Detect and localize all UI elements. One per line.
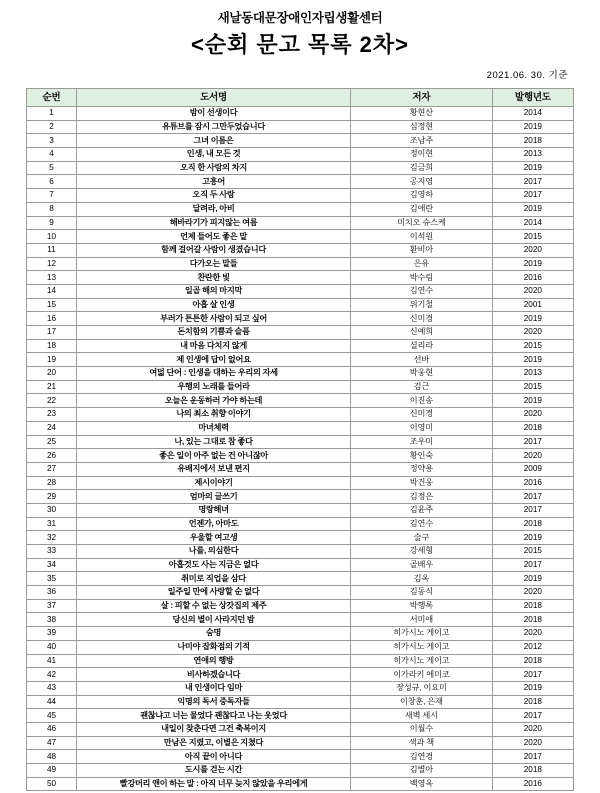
row-number: 24 xyxy=(27,421,77,435)
book-title: 아홉것도 사는 지금은 없다 xyxy=(76,558,350,572)
publication-year: 2020 xyxy=(492,326,573,340)
row-number: 13 xyxy=(27,271,77,285)
book-author: 김금희 xyxy=(351,161,493,175)
book-title: 내 마음 다치지 않게 xyxy=(76,339,350,353)
publication-year: 2019 xyxy=(492,161,573,175)
row-number: 9 xyxy=(27,216,77,230)
publication-year: 2020 xyxy=(492,284,573,298)
row-number: 16 xyxy=(27,312,77,326)
publication-year: 2013 xyxy=(492,148,573,162)
book-title: 인생, 내 모든 것 xyxy=(76,148,350,162)
publication-year: 2015 xyxy=(492,339,573,353)
book-author: 강세형 xyxy=(351,545,493,559)
book-author: 김옥 xyxy=(351,572,493,586)
table-row xyxy=(27,326,574,340)
table-row xyxy=(27,134,574,148)
table-row xyxy=(27,367,574,381)
table-row xyxy=(27,668,574,682)
book-title: 일곱 해의 마지막 xyxy=(76,284,350,298)
publication-year: 2019 xyxy=(492,531,573,545)
book-title: 빨강머리 앤이 하는 말 : 아직 너무 늦지 않았을 우리에게 xyxy=(76,777,350,791)
book-title: 마녀체력 xyxy=(76,421,350,435)
row-number: 28 xyxy=(27,476,77,490)
book-author: 박행록 xyxy=(351,599,493,613)
table-row xyxy=(27,558,574,572)
row-number: 14 xyxy=(27,284,77,298)
book-title: 도시를 걷는 시간 xyxy=(76,764,350,778)
row-number: 3 xyxy=(27,134,77,148)
row-number: 48 xyxy=(27,750,77,764)
publication-year: 2020 xyxy=(492,243,573,257)
book-title: 부러가 튼튼한 사람이 되고 싶어 xyxy=(76,312,350,326)
table-row xyxy=(27,462,574,476)
table-row xyxy=(27,490,574,504)
organization-name: 새날동대문장애인자립생활센터 xyxy=(217,11,383,25)
publication-year: 2019 xyxy=(492,202,573,216)
book-title: 나를, 의심한다 xyxy=(76,545,350,559)
book-title: 제 인생에 답이 없어요 xyxy=(76,353,350,367)
publication-year: 2013 xyxy=(492,367,573,381)
book-title: 돈치함의 기쁨과 슬픔 xyxy=(76,326,350,340)
publication-year: 2017 xyxy=(492,750,573,764)
book-title: 명랑해녀 xyxy=(76,503,350,517)
publication-year: 2019 xyxy=(492,681,573,695)
table-row xyxy=(27,421,574,435)
book-title: 숨명 xyxy=(76,627,350,641)
book-author: 김별아 xyxy=(351,764,493,778)
row-number: 30 xyxy=(27,503,77,517)
publication-year: 2012 xyxy=(492,640,573,654)
publication-year: 2016 xyxy=(492,476,573,490)
book-author: 색과 책 xyxy=(351,736,493,750)
row-number: 17 xyxy=(27,326,77,340)
book-author: 황현산 xyxy=(351,107,493,121)
publication-year: 2016 xyxy=(492,777,573,791)
book-author: 이가라키 에미코 xyxy=(351,668,493,682)
publication-year: 2018 xyxy=(492,764,573,778)
table-row xyxy=(27,572,574,586)
row-number: 20 xyxy=(27,367,77,381)
book-author: 김영하 xyxy=(351,189,493,203)
publication-year: 2001 xyxy=(492,298,573,312)
book-author: 히가시노 게이고 xyxy=(351,627,493,641)
publication-year: 2018 xyxy=(492,599,573,613)
book-title: 달려라, 아비 xyxy=(76,202,350,216)
table-row xyxy=(27,736,574,750)
column-header-author: 저자 xyxy=(351,89,493,107)
publication-year: 2017 xyxy=(492,503,573,517)
book-title: 다가오는 말들 xyxy=(76,257,350,271)
publication-year: 2020 xyxy=(492,449,573,463)
book-title: 유배지에서 보낸 편지 xyxy=(76,462,350,476)
page-title: <순회 문고 목록 2차> xyxy=(190,32,410,57)
table-row xyxy=(27,435,574,449)
book-title: 취미로 직업을 삼다 xyxy=(76,572,350,586)
publication-year: 2017 xyxy=(492,189,573,203)
book-title: 여덟 단어 : 인생을 대하는 우리의 자세 xyxy=(76,367,350,381)
publication-year: 2019 xyxy=(492,120,573,134)
publication-year: 2015 xyxy=(492,545,573,559)
table-row xyxy=(27,449,574,463)
table-row xyxy=(27,503,574,517)
book-author: 김연경 xyxy=(351,750,493,764)
book-author: 위기철 xyxy=(351,298,493,312)
book-title: 오직 한 사람의 차지 xyxy=(76,161,350,175)
book-author: 정약용 xyxy=(351,462,493,476)
book-author: 환비아 xyxy=(351,243,493,257)
table-row xyxy=(27,216,574,230)
book-title: 아홉 살 인생 xyxy=(76,298,350,312)
row-number: 4 xyxy=(27,148,77,162)
book-author: 박건웅 xyxy=(351,476,493,490)
row-number: 1 xyxy=(27,107,77,121)
book-title: 엄마의 글쓰기 xyxy=(76,490,350,504)
table-row xyxy=(27,640,574,654)
book-author: 조남주 xyxy=(351,134,493,148)
table-row xyxy=(27,120,574,134)
book-title: 나, 있는 그대로 참 좋다 xyxy=(76,435,350,449)
row-number: 19 xyxy=(27,353,77,367)
row-number: 37 xyxy=(27,599,77,613)
row-number: 32 xyxy=(27,531,77,545)
row-number: 43 xyxy=(27,681,77,695)
row-number: 10 xyxy=(27,230,77,244)
book-author: 박수림 xyxy=(351,271,493,285)
table-row xyxy=(27,312,574,326)
row-number: 40 xyxy=(27,640,77,654)
book-title: 비사하겠습니다 xyxy=(76,668,350,682)
book-author: 김동식 xyxy=(351,586,493,600)
book-title: 괜찮냐고 너는 물었다 괜찮다고 나는 웃었다 xyxy=(76,709,350,723)
table-row xyxy=(27,271,574,285)
row-number: 8 xyxy=(27,202,77,216)
book-author: 김정은 xyxy=(351,490,493,504)
table-row xyxy=(27,531,574,545)
book-author: 심정현 xyxy=(351,120,493,134)
book-author: 김연수 xyxy=(351,517,493,531)
row-number: 15 xyxy=(27,298,77,312)
table-row xyxy=(27,750,574,764)
publication-year: 2017 xyxy=(492,558,573,572)
table-row xyxy=(27,599,574,613)
table-row xyxy=(27,627,574,641)
book-author: 술구 xyxy=(351,531,493,545)
row-number: 50 xyxy=(27,777,77,791)
book-author: 히가시노 게이고 xyxy=(351,654,493,668)
book-title: 살 : 피할 수 없는 상갓집의 제주 xyxy=(76,599,350,613)
publication-year: 2018 xyxy=(492,613,573,627)
book-author: 장성규, 이요미 xyxy=(351,681,493,695)
book-author: 김연수 xyxy=(351,284,493,298)
book-title: 당신의 별이 사라지던 밤 xyxy=(76,613,350,627)
book-author: 선바 xyxy=(351,353,493,367)
row-number: 25 xyxy=(27,435,77,449)
book-title: 일주일 만에 사랑할 순 없다 xyxy=(76,586,350,600)
publication-year: 2020 xyxy=(492,722,573,736)
book-title: 찬란한 빛 xyxy=(76,271,350,285)
row-number: 35 xyxy=(27,572,77,586)
row-number: 6 xyxy=(27,175,77,189)
book-author: 이영미 xyxy=(351,421,493,435)
table-row xyxy=(27,394,574,408)
book-title: 나의 최소 취향 이야기 xyxy=(76,408,350,422)
book-author: 새벽 세시 xyxy=(351,709,493,723)
row-number: 49 xyxy=(27,764,77,778)
book-author: 미치오 슈스케 xyxy=(351,216,493,230)
table-row xyxy=(27,722,574,736)
book-title: 만남은 지렸고, 이별은 지쳤다 xyxy=(76,736,350,750)
publication-year: 2015 xyxy=(492,230,573,244)
book-title: 우행의 노래를 들어라 xyxy=(76,380,350,394)
book-author: 김애란 xyxy=(351,202,493,216)
book-author: 신예희 xyxy=(351,326,493,340)
publication-year: 2020 xyxy=(492,736,573,750)
book-title: 고흥어 xyxy=(76,175,350,189)
publication-year: 2019 xyxy=(492,257,573,271)
book-author: 이월수 xyxy=(351,722,493,736)
book-author: 공지영 xyxy=(351,175,493,189)
book-author: 신미경 xyxy=(351,408,493,422)
publication-year: 2020 xyxy=(492,408,573,422)
row-number: 26 xyxy=(27,449,77,463)
row-number: 39 xyxy=(27,627,77,641)
book-title: 밤이 선생이다 xyxy=(76,107,350,121)
publication-year: 2020 xyxy=(492,586,573,600)
book-author: 골배우 xyxy=(351,558,493,572)
table-row xyxy=(27,709,574,723)
publication-year: 2017 xyxy=(492,175,573,189)
book-title: 제시이야기 xyxy=(76,476,350,490)
publication-year: 2019 xyxy=(492,312,573,326)
table-row xyxy=(27,189,574,203)
book-author: 이진송 xyxy=(351,394,493,408)
publication-year: 2019 xyxy=(492,353,573,367)
column-header-year: 발행년도 xyxy=(492,89,573,107)
row-number: 44 xyxy=(27,695,77,709)
book-title: 오늘은 운동하러 가야 하는데 xyxy=(76,394,350,408)
publication-year: 2017 xyxy=(492,435,573,449)
publication-year: 2017 xyxy=(492,709,573,723)
table-row xyxy=(27,243,574,257)
table-row xyxy=(27,695,574,709)
table-row xyxy=(27,517,574,531)
book-title: 좋은 일이 아주 없는 건 아니잖아 xyxy=(76,449,350,463)
row-number: 29 xyxy=(27,490,77,504)
row-number: 45 xyxy=(27,709,77,723)
publication-year: 2018 xyxy=(492,421,573,435)
table-row xyxy=(27,339,574,353)
book-title: 유튜브를 잠시 그만두었습니다 xyxy=(76,120,350,134)
book-author: 황인숙 xyxy=(351,449,493,463)
book-author: 백영옥 xyxy=(351,777,493,791)
table-row xyxy=(27,654,574,668)
publication-year: 2009 xyxy=(492,462,573,476)
publication-year: 2017 xyxy=(492,668,573,682)
table-row xyxy=(27,545,574,559)
table-row xyxy=(27,764,574,778)
row-number: 11 xyxy=(27,243,77,257)
publication-year: 2018 xyxy=(492,517,573,531)
book-title: 언젠가, 아마도 xyxy=(76,517,350,531)
table-row xyxy=(27,777,574,791)
publication-year: 2018 xyxy=(492,134,573,148)
table-row xyxy=(27,613,574,627)
publication-year: 2020 xyxy=(492,627,573,641)
publication-year: 2019 xyxy=(492,572,573,586)
book-list-table xyxy=(26,88,574,791)
row-number: 33 xyxy=(27,545,77,559)
row-number: 22 xyxy=(27,394,77,408)
book-author: 이석원 xyxy=(351,230,493,244)
publication-year: 2019 xyxy=(492,394,573,408)
row-number: 12 xyxy=(27,257,77,271)
row-number: 34 xyxy=(27,558,77,572)
table-row xyxy=(27,298,574,312)
row-number: 18 xyxy=(27,339,77,353)
book-author: 정이현 xyxy=(351,148,493,162)
publication-year: 2016 xyxy=(492,271,573,285)
reference-date: 2021.06. 30. 기준 xyxy=(486,70,568,81)
book-title: 우울할 여고생 xyxy=(76,531,350,545)
book-author: 히가시노 게이고 xyxy=(351,640,493,654)
table-row xyxy=(27,230,574,244)
row-number: 42 xyxy=(27,668,77,682)
table-row xyxy=(27,257,574,271)
book-title: 아직 끝이 아니다 xyxy=(76,750,350,764)
column-header-title: 도서명 xyxy=(76,89,350,107)
row-number: 2 xyxy=(27,120,77,134)
book-title: 그녀 이름은 xyxy=(76,134,350,148)
table-row xyxy=(27,284,574,298)
book-title: 나미야 잡화점의 기적 xyxy=(76,640,350,654)
table-row xyxy=(27,476,574,490)
row-number: 7 xyxy=(27,189,77,203)
publication-year: 2017 xyxy=(492,490,573,504)
book-author: 조우미 xyxy=(351,435,493,449)
publication-year: 2014 xyxy=(492,216,573,230)
publication-year: 2018 xyxy=(492,654,573,668)
column-header-no: 순번 xyxy=(27,89,77,107)
book-title: 함께 걸어갈 사람이 생겼습니다 xyxy=(76,243,350,257)
row-number: 23 xyxy=(27,408,77,422)
book-title: 연애의 행방 xyxy=(76,654,350,668)
table-row xyxy=(27,380,574,394)
row-number: 36 xyxy=(27,586,77,600)
book-author: 은유 xyxy=(351,257,493,271)
table-row xyxy=(27,353,574,367)
table-row xyxy=(27,202,574,216)
book-author: 서미애 xyxy=(351,613,493,627)
book-author: 김근 xyxy=(351,380,493,394)
book-author: 이창훈, 은재 xyxy=(351,695,493,709)
row-number: 5 xyxy=(27,161,77,175)
row-number: 27 xyxy=(27,462,77,476)
book-title: 언제 들어도 좋은 말 xyxy=(76,230,350,244)
book-title: 익명의 독서 중독자들 xyxy=(76,695,350,709)
table-row xyxy=(27,586,574,600)
table-row xyxy=(27,681,574,695)
table-row xyxy=(27,107,574,121)
table-header-row xyxy=(27,89,574,107)
book-author: 신미경 xyxy=(351,312,493,326)
book-title: 오직 두 사람 xyxy=(76,189,350,203)
book-author: 셜리라 xyxy=(351,339,493,353)
book-title: 내 인생이다 임마 xyxy=(76,681,350,695)
row-number: 41 xyxy=(27,654,77,668)
publication-year: 2015 xyxy=(492,380,573,394)
book-title: 내일이 찾춘다면 그건 축복이지 xyxy=(76,722,350,736)
row-number: 46 xyxy=(27,722,77,736)
row-number: 38 xyxy=(27,613,77,627)
row-number: 31 xyxy=(27,517,77,531)
publication-year: 2014 xyxy=(492,107,573,121)
table-row xyxy=(27,148,574,162)
publication-year: 2018 xyxy=(492,695,573,709)
book-author: 박웅현 xyxy=(351,367,493,381)
row-number: 47 xyxy=(27,736,77,750)
row-number: 21 xyxy=(27,380,77,394)
book-author: 김윤주 xyxy=(351,503,493,517)
table-row xyxy=(27,408,574,422)
table-body xyxy=(27,107,574,791)
table-row xyxy=(27,175,574,189)
book-title: 해바라기가 피지않는 여름 xyxy=(76,216,350,230)
table-row xyxy=(27,161,574,175)
